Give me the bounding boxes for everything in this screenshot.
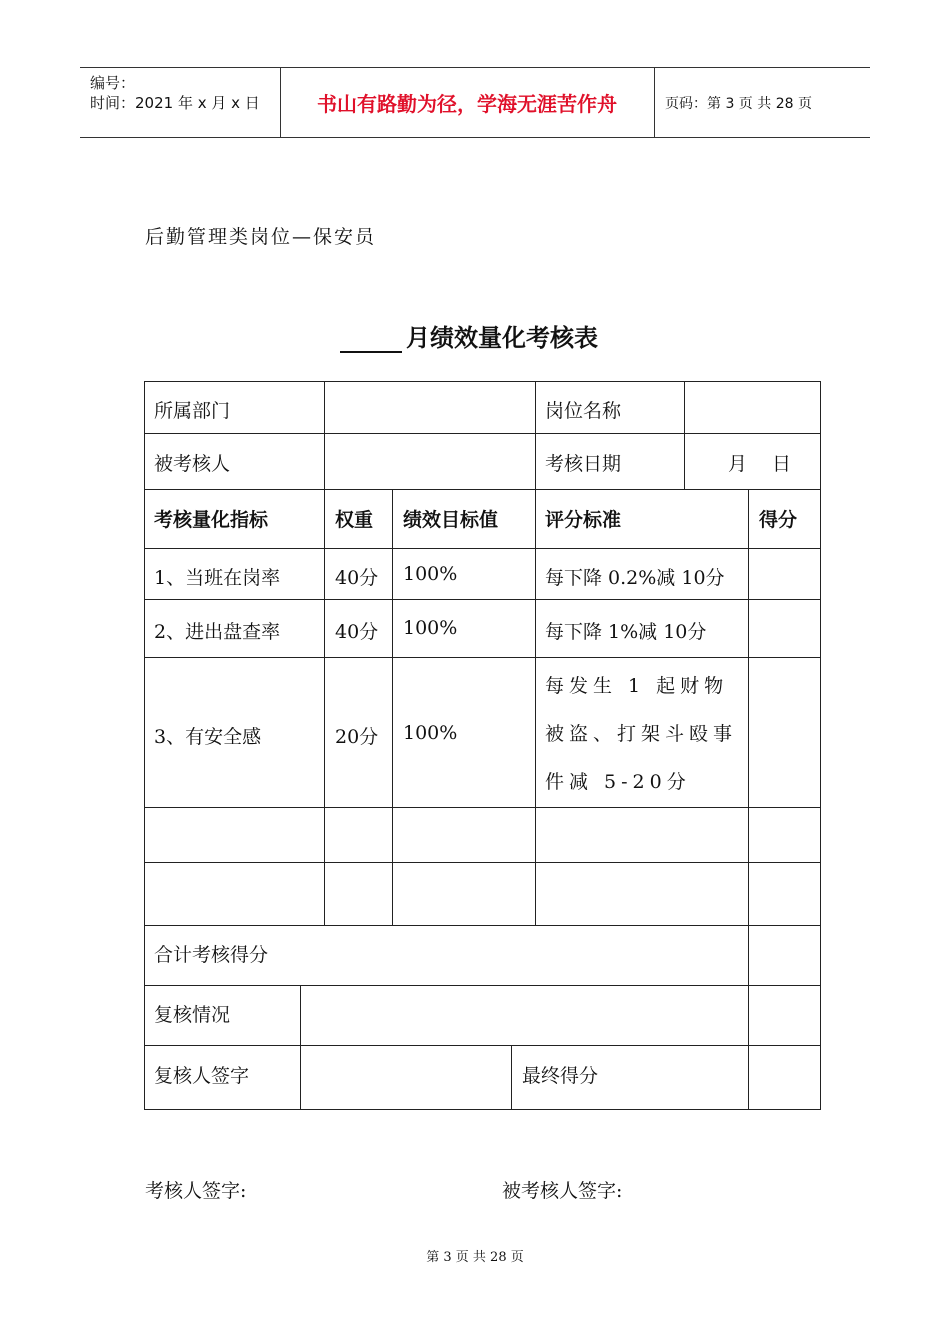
header-motto: 书山有路勤为径，学海无涯苦作舟 [317, 92, 617, 116]
table-line [144, 985, 821, 986]
header-target: 绩效目标值 [403, 509, 499, 531]
header-indicator: 考核量化指标 [154, 509, 269, 531]
table-line [684, 381, 685, 489]
table-line [144, 657, 821, 658]
date-label: 考核日期 [545, 453, 622, 475]
row1-weight: 40分 [335, 567, 379, 589]
page-footer: 第 3 页 共 28 页 [426, 1250, 524, 1265]
row3-indicator: 3、有安全感 [154, 726, 262, 748]
assessee-signature: 被考核人签字: [502, 1180, 623, 1202]
table-line [144, 489, 821, 490]
page-header [80, 67, 870, 138]
table-line [144, 1045, 821, 1046]
row1-target: 100% [403, 563, 458, 585]
table-line [820, 381, 821, 1110]
table-line [144, 1109, 821, 1110]
month-blank-line [340, 325, 402, 353]
row1-standard: 每下降 0.2%减 10分 [545, 567, 725, 589]
time-label: 时间：2021 年 x 月 x 日 [90, 94, 260, 112]
final-score-label: 最终得分 [522, 1065, 599, 1087]
day-label: 日 [772, 453, 792, 475]
review-label: 复核情况 [154, 1004, 231, 1026]
month-label: 月 [728, 453, 748, 475]
table-line [144, 433, 821, 434]
header-score: 得分 [759, 509, 798, 531]
header-divider [654, 68, 655, 137]
table-line [535, 489, 536, 925]
table-line [300, 985, 301, 1109]
header-standard: 评分标准 [545, 509, 622, 531]
table-line [324, 381, 325, 489]
document-subtitle: 后勤管理类岗位—保安员 [145, 226, 377, 248]
number-label: 编号： [90, 74, 136, 92]
table-line [392, 489, 393, 925]
row3-weight: 20分 [335, 726, 379, 748]
row2-indicator: 2、进出盘查率 [154, 621, 281, 643]
row3-standard: 每发生 1 起财物被盗、打架斗殴事件减 5-20分 [545, 675, 738, 793]
row2-target: 100% [403, 617, 458, 639]
total-label: 合计考核得分 [154, 944, 269, 966]
header-weight: 权重 [335, 509, 374, 531]
table-line [324, 489, 325, 925]
person-label: 被考核人 [154, 453, 231, 475]
table-line [144, 599, 821, 600]
row1-indicator: 1、当班在岗率 [154, 567, 281, 589]
table-line [144, 548, 821, 549]
dept-label: 所属部门 [154, 400, 231, 422]
table-line [144, 381, 145, 1110]
table-line [511, 1045, 512, 1109]
row2-standard: 每下降 1%减 10分 [545, 621, 707, 643]
table-line [144, 925, 821, 926]
table-line [535, 381, 536, 489]
header-page-info: 页码：第 3 页 共 28 页 [665, 95, 812, 112]
position-label: 岗位名称 [545, 400, 622, 422]
document-title [340, 318, 598, 353]
title-text: 月绩效量化考核表 [406, 324, 598, 352]
assessor-signature: 考核人签字: [145, 1180, 247, 1202]
reviewer-label: 复核人签字 [154, 1065, 250, 1087]
table-line [144, 862, 821, 863]
header-meta [80, 68, 280, 137]
row2-weight: 40分 [335, 621, 379, 643]
table-line [144, 807, 821, 808]
row3-target: 100% [403, 722, 458, 744]
table-line [144, 381, 821, 382]
